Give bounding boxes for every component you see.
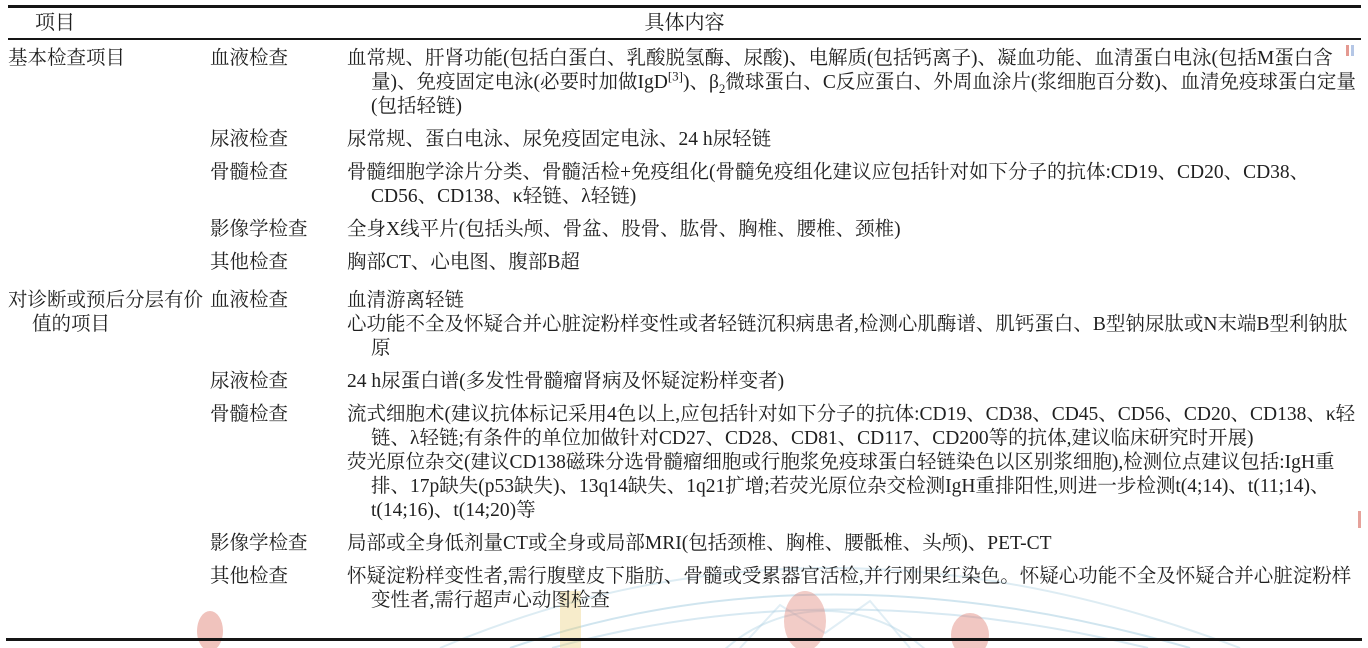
header-content-column: 具体内容: [644, 12, 725, 34]
category-cell: [8, 289, 210, 613]
table-header-row: [8, 8, 1361, 40]
content-paragraph: 胸部CT、心电图、腹部B超: [347, 252, 580, 273]
subcategory-label: 骨髓检查: [210, 404, 289, 425]
subcategory-label: 其他检查: [210, 566, 289, 587]
table-bottom-rule: [6, 638, 1362, 641]
table-section-prognostic: [8, 289, 1361, 613]
row-content: [347, 532, 1361, 556]
subcategory-label: 骨髓检查: [210, 162, 289, 183]
row-content: [347, 289, 1361, 361]
subcategory-label: 血液检查: [210, 48, 289, 69]
row-content: [347, 218, 1361, 242]
content-paragraph: 尿常规、蛋白电泳、尿免疫固定电泳、24 h尿轻链: [347, 129, 772, 150]
examination-items-table: [0, 5, 1368, 613]
table-section-basic: [8, 47, 1361, 275]
subcategory-label: 尿液检查: [210, 129, 289, 150]
content-paragraph: 24 h尿蛋白谱(多发性骨髓瘤肾病及怀疑淀粉样变者): [347, 371, 785, 392]
subcategory-label: 影像学检查: [210, 533, 308, 554]
row-content: [347, 161, 1361, 209]
category-cell: [8, 47, 210, 275]
row-content: [347, 128, 1361, 152]
content-paragraph: 局部或全身低剂量CT或全身或局部MRI(包括颈椎、胸椎、腰骶椎、头颅)、PET-CT: [347, 533, 1052, 554]
content-paragraph: 心功能不全及怀疑合并心脏淀粉样变性或者轻链沉积病患者,检测心肌酶谱、肌钙蛋白、B型钠尿肽或N末端B型利钠肽原: [347, 314, 1348, 359]
content-paragraph: 流式细胞术(建议抗体标记采用4色以上,应包括针对如下分子的抗体:CD19、CD38、CD45、CD56、CD20、CD138、κ轻链、λ轻链;有条件的单位加做针对CD27、CD28、CD81、CD117、CD200等的抗体,建议临床研究时开展): [347, 404, 1356, 449]
header-items-column: 项目: [35, 12, 75, 34]
category-label: 基本检查项目: [8, 48, 126, 69]
row-content: [347, 251, 1361, 275]
subcategory-label: 其他检查: [210, 252, 289, 273]
subcategory-label: 尿液检查: [210, 371, 289, 392]
row-content: [347, 47, 1361, 119]
content-paragraph: 血清游离轻链: [347, 290, 465, 311]
subcategory-label: 影像学检查: [210, 219, 308, 240]
content-paragraph: 全身X线平片(包括头颅、骨盆、股骨、肱骨、胸椎、腰椎、颈椎): [347, 219, 901, 240]
row-content: [347, 370, 1361, 394]
subcategory-label: 血液检查: [210, 290, 289, 311]
category-label: 对诊断或预后分层有价值的项目: [8, 290, 204, 335]
content-paragraph: 怀疑淀粉样变性者,需行腹壁皮下脂肪、骨髓或受累器官活检,并行刚果红染色。怀疑心功能不全及怀疑合并心脏淀粉样变性者,需行超声心动图检查: [347, 566, 1352, 611]
row-content: [347, 403, 1361, 523]
content-paragraph: 荧光原位杂交(建议CD138磁珠分选骨髓瘤细胞或行胞浆免疫球蛋白轻链染色以区别浆细胞),检测位点建议包括:IgH重排、17p缺失(p53缺失)、13q14缺失、1q21扩增;若荧光原位杂交检测IgH重排阳性,则进一步检测t(4;14)、t(11;14)、t(14;16)、t(14;20)等: [347, 452, 1335, 521]
table-body: [8, 40, 1361, 613]
content-paragraph: 骨髓细胞学涂片分类、骨髓活检+免疫组化(骨髓免疫组化建议应包括针对如下分子的抗体:CD19、CD20、CD38、CD56、CD138、κ轻链、λ轻链): [347, 162, 1310, 207]
row-content: [347, 565, 1361, 613]
content-paragraph: 血常规、肝肾功能(包括白蛋白、乳酸脱氢酶、尿酸)、电解质(包括钙离子)、凝血功能、血清蛋白电泳(包括M蛋白含量)、免疫固定电泳(必要时加做IgD[3])、$\beta_2$微球蛋白、C反应蛋白、外周血涂片(浆细胞百分数)、血清免疫球蛋白定量(包括轻链): [347, 48, 1356, 117]
